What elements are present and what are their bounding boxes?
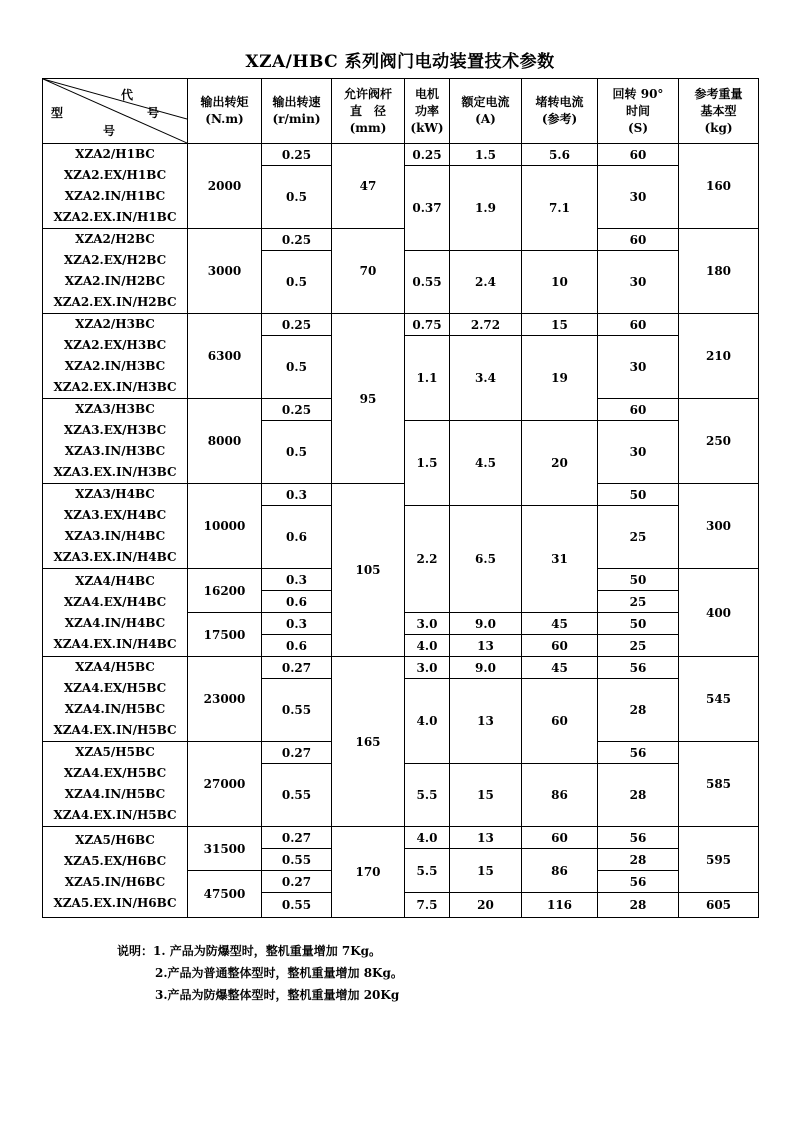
stall-cell: 7.1 xyxy=(522,166,598,251)
current-cell: 13 xyxy=(450,635,522,657)
speed-cell: 0.27 xyxy=(262,657,332,679)
model-name: XZA4.EX.IN/H5BC xyxy=(53,808,177,822)
torque-cell: 16200 xyxy=(188,569,262,613)
speed-cell: 0.25 xyxy=(262,314,332,336)
speed-cell: 0.27 xyxy=(262,871,332,893)
power-cell: 7.5 xyxy=(405,893,450,918)
power-cell: 0.37 xyxy=(405,166,450,251)
speed-cell: 0.27 xyxy=(262,827,332,849)
stem-cell: 170 xyxy=(332,827,405,918)
header-torque: 输出转矩 (N.m) xyxy=(188,79,262,144)
time-cell: 30 xyxy=(598,336,679,399)
power-cell: 0.25 xyxy=(405,144,450,166)
header-weight: 参考重量 基本型 (kg) xyxy=(679,79,759,144)
model-cell: XZA5/H5BC XZA4.EX/H5BC XZA4.IN/H5BC XZA4.EX.IN/H5BC xyxy=(43,742,188,827)
power-cell: 1.5 xyxy=(405,421,450,506)
stem-cell: 105 xyxy=(332,484,405,657)
time-cell: 25 xyxy=(598,506,679,569)
model-cell: XZA3/H4BC XZA3.EX/H4BC XZA3.IN/H4BC XZA3.EX.IN/H4BC xyxy=(43,484,188,569)
stem-cell: 95 xyxy=(332,314,405,484)
torque-cell: 23000 xyxy=(188,657,262,742)
current-cell: 4.5 xyxy=(450,421,522,506)
weight-cell: 595 xyxy=(679,827,759,893)
speed-cell: 0.25 xyxy=(262,399,332,421)
torque-cell: 10000 xyxy=(188,484,262,569)
time-cell: 50 xyxy=(598,569,679,591)
model-cell: XZA3/H3BC XZA3.EX/H3BC XZA3.IN/H3BC XZA3.EX.IN/H3BC xyxy=(43,399,188,484)
time-cell: 30 xyxy=(598,421,679,484)
stall-cell: 45 xyxy=(522,613,598,635)
time-cell: 56 xyxy=(598,871,679,893)
stall-cell: 60 xyxy=(522,679,598,764)
stem-cell: 70 xyxy=(332,229,405,314)
model-name: XZA4.IN/H5BC xyxy=(64,702,166,716)
current-cell: 2.4 xyxy=(450,251,522,314)
current-cell: 6.5 xyxy=(450,506,522,613)
weight-cell: 300 xyxy=(679,484,759,569)
spec-table xyxy=(42,78,759,918)
stall-cell: 10 xyxy=(522,251,598,314)
current-cell: 15 xyxy=(450,849,522,893)
speed-cell: 0.55 xyxy=(262,893,332,918)
model-cell: XZA5/H6BC XZA5.EX/H6BC XZA5.IN/H6BC XZA5.EX.IN/H6BC xyxy=(43,827,188,918)
header-diagonal-cell xyxy=(43,79,188,144)
weight-cell: 400 xyxy=(679,569,759,657)
current-cell: 13 xyxy=(450,679,522,764)
time-cell: 28 xyxy=(598,849,679,871)
power-cell: 2.2 xyxy=(405,506,450,613)
current-cell: 2.72 xyxy=(450,314,522,336)
weight-cell: 210 xyxy=(679,314,759,399)
torque-cell: 47500 xyxy=(188,871,262,918)
model-name: XZA3.IN/H3BC xyxy=(64,444,166,458)
header-dai: 代 xyxy=(121,88,134,102)
torque-cell: 2000 xyxy=(188,144,262,229)
power-cell: 5.5 xyxy=(405,764,450,827)
header-time: 回转 90° 时间 (S) xyxy=(598,79,679,144)
torque-cell: 6300 xyxy=(188,314,262,399)
model-name: XZA2.EX.IN/H2BC xyxy=(53,295,177,309)
stall-cell: 20 xyxy=(522,421,598,506)
current-cell: 15 xyxy=(450,764,522,827)
stall-cell: 31 xyxy=(522,506,598,613)
model-name: XZA4.IN/H4BC xyxy=(64,615,166,630)
speed-cell: 0.5 xyxy=(262,166,332,229)
current-cell: 9.0 xyxy=(450,613,522,635)
speed-cell: 0.3 xyxy=(262,569,332,591)
torque-cell: 3000 xyxy=(188,229,262,314)
power-cell: 1.1 xyxy=(405,336,450,421)
power-cell: 5.5 xyxy=(405,849,450,893)
speed-cell: 0.3 xyxy=(262,613,332,635)
power-cell: 4.0 xyxy=(405,635,450,657)
model-name: XZA4.EX.IN/H4BC xyxy=(53,636,177,651)
stall-cell: 19 xyxy=(522,336,598,421)
time-cell: 25 xyxy=(598,635,679,657)
time-cell: 60 xyxy=(598,144,679,166)
time-cell: 60 xyxy=(598,314,679,336)
speed-cell: 0.55 xyxy=(262,849,332,871)
model-name: XZA5.IN/H6BC xyxy=(64,875,166,889)
model-name: XZA3.EX.IN/H3BC xyxy=(53,465,177,479)
time-cell: 56 xyxy=(598,827,679,849)
speed-cell: 0.5 xyxy=(262,421,332,484)
model-name: XZA2.EX.IN/H1BC xyxy=(53,210,177,224)
model-cell: XZA2/H2BC XZA2.EX/H2BC XZA2.IN/H2BC XZA2.EX.IN/H2BC xyxy=(43,229,188,314)
time-cell: 28 xyxy=(598,679,679,742)
model-name: XZA4.EX.IN/H5BC xyxy=(53,723,177,737)
weight-cell: 250 xyxy=(679,399,759,484)
speed-cell: 0.5 xyxy=(262,251,332,314)
speed-cell: 0.25 xyxy=(262,144,332,166)
time-cell: 56 xyxy=(598,657,679,679)
notes xyxy=(117,940,403,1006)
time-cell: 50 xyxy=(598,484,679,506)
model-cell: XZA4/H4BC XZA4.EX/H4BC XZA4.IN/H4BC XZA4.EX.IN/H4BC xyxy=(43,569,188,657)
weight-cell: 545 xyxy=(679,657,759,742)
power-cell: 4.0 xyxy=(405,827,450,849)
speed-cell: 0.6 xyxy=(262,635,332,657)
model-name: XZA2.IN/H1BC xyxy=(64,189,166,203)
header-power: 电机 功率 (kW) xyxy=(405,79,450,144)
current-cell: 1.5 xyxy=(450,144,522,166)
current-cell: 20 xyxy=(450,893,522,918)
speed-cell: 0.55 xyxy=(262,764,332,827)
time-cell: 25 xyxy=(598,591,679,613)
model-name: XZA2.EX.IN/H3BC xyxy=(53,380,177,394)
stall-cell: 45 xyxy=(522,657,598,679)
page-title: XZA/HBC 系列阀门电动装置技术参数 xyxy=(245,52,555,72)
torque-cell: 8000 xyxy=(188,399,262,484)
power-cell: 0.55 xyxy=(405,251,450,314)
note-line: 3.产品为防爆整体型时，整机重量增加 20Kg xyxy=(155,988,400,1002)
time-cell: 28 xyxy=(598,764,679,827)
model-cell: XZA2/H3BC XZA2.EX/H3BC XZA2.IN/H3BC XZA2.EX.IN/H3BC xyxy=(43,314,188,399)
speed-cell: 0.6 xyxy=(262,506,332,569)
header-hao: 号 xyxy=(147,106,160,120)
model-name: XZA3.IN/H4BC xyxy=(64,529,166,543)
speed-cell: 0.25 xyxy=(262,229,332,251)
header-hao2: 号 xyxy=(103,124,116,138)
current-cell: 3.4 xyxy=(450,336,522,421)
header-speed: 输出转速 (r/min) xyxy=(262,79,332,144)
stall-cell: 15 xyxy=(522,314,598,336)
power-cell: 3.0 xyxy=(405,657,450,679)
torque-cell: 17500 xyxy=(188,613,262,657)
speed-cell: 0.6 xyxy=(262,591,332,613)
note-line: 2.产品为普通整体型时，整机重量增加 8Kg。 xyxy=(155,966,403,980)
model-name: XZA4.IN/H5BC xyxy=(64,787,166,801)
stem-cell: 47 xyxy=(332,144,405,229)
speed-cell: 0.5 xyxy=(262,336,332,399)
torque-cell: 27000 xyxy=(188,742,262,827)
time-cell: 28 xyxy=(598,893,679,918)
header-row xyxy=(43,79,759,144)
time-cell: 30 xyxy=(598,166,679,229)
weight-cell: 605 xyxy=(679,893,759,918)
stall-cell: 60 xyxy=(522,827,598,849)
header-stem: 允许阀杆 直 径 (mm) xyxy=(332,79,405,144)
stall-cell: 5.6 xyxy=(522,144,598,166)
power-cell: 4.0 xyxy=(405,679,450,764)
speed-cell: 0.3 xyxy=(262,484,332,506)
model-name: XZA2.IN/H2BC xyxy=(64,274,166,288)
note-line: 说明：1. 产品为防爆型时，整机重量增加 7Kg。 xyxy=(117,944,382,958)
stem-cell: 165 xyxy=(332,657,405,827)
current-cell: 9.0 xyxy=(450,657,522,679)
time-cell: 60 xyxy=(598,399,679,421)
time-cell: 50 xyxy=(598,613,679,635)
power-cell: 3.0 xyxy=(405,613,450,635)
model-cell: XZA2/H1BC XZA2.EX/H1BC XZA2.IN/H1BC XZA2.EX.IN/H1BC xyxy=(43,144,188,229)
model-name: XZA5.EX.IN/H6BC xyxy=(53,896,177,910)
model-name: XZA3.EX.IN/H4BC xyxy=(53,550,177,564)
model-name: XZA2.IN/H3BC xyxy=(64,359,166,373)
header-xing: 型 xyxy=(51,106,64,120)
time-cell: 56 xyxy=(598,742,679,764)
stall-cell: 116 xyxy=(522,893,598,918)
speed-cell: 0.55 xyxy=(262,679,332,742)
speed-cell: 0.27 xyxy=(262,742,332,764)
torque-cell: 31500 xyxy=(188,827,262,871)
table-row xyxy=(43,827,759,849)
stall-cell: 60 xyxy=(522,635,598,657)
model-cell: XZA4/H5BC XZA4.EX/H5BC XZA4.IN/H5BC XZA4.EX.IN/H5BC xyxy=(43,657,188,742)
time-cell: 60 xyxy=(598,229,679,251)
weight-cell: 160 xyxy=(679,144,759,229)
header-stall: 堵转电流 (参考) xyxy=(522,79,598,144)
header-current: 额定电流 (A) xyxy=(450,79,522,144)
weight-cell: 180 xyxy=(679,229,759,314)
current-cell: 1.9 xyxy=(450,166,522,251)
power-cell: 0.75 xyxy=(405,314,450,336)
weight-cell: 585 xyxy=(679,742,759,827)
current-cell: 13 xyxy=(450,827,522,849)
time-cell: 30 xyxy=(598,251,679,314)
stall-cell: 86 xyxy=(522,849,598,893)
stall-cell: 86 xyxy=(522,764,598,827)
